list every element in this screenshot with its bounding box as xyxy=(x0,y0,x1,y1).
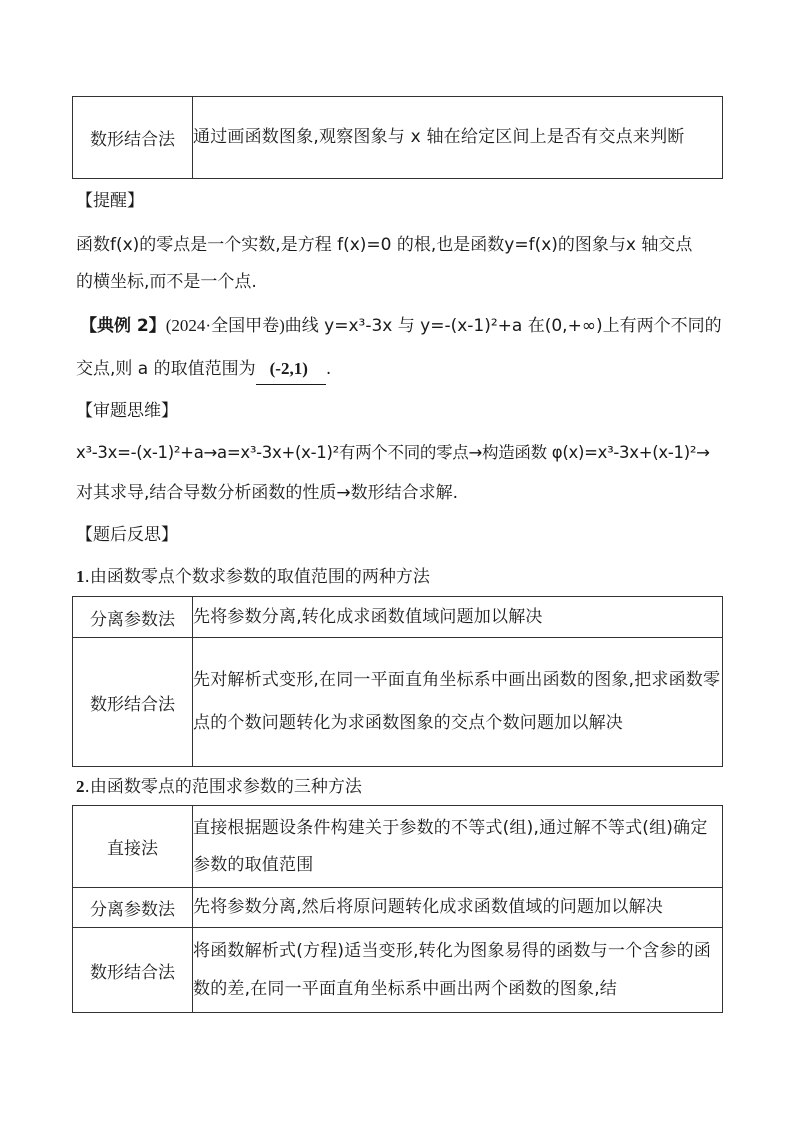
thinking-heading: 【审题思维】 xyxy=(76,401,178,421)
table-row xyxy=(73,597,723,638)
method-description: 直接根据题设条件构建关于参数的不等式(组),通过解不等式(组)确定参数的取值范围 xyxy=(193,806,723,888)
example-question-end: 交点,则 a 的取值范围为 xyxy=(76,359,256,379)
method-name: 分离参数法 xyxy=(73,888,193,928)
example-label: 【典例 2】 xyxy=(80,316,166,336)
example-period: . xyxy=(325,359,332,379)
example-line-2 xyxy=(76,354,726,385)
section-2-title-text: .由函数零点的范围求参数的三种方法 xyxy=(84,777,362,797)
method-name: 分离参数法 xyxy=(73,597,193,638)
section-1-title xyxy=(76,562,430,592)
example-source: (2024·全国甲卷) xyxy=(165,316,285,335)
table-row xyxy=(73,928,723,1013)
method-description: 将函数解析式(方程)适当变形,转化为图象易得的函数与一个含参的函数的差,在同一平面直角坐标系中画出两个函数的图象,结 xyxy=(193,928,723,1013)
example-line-1 xyxy=(80,311,730,341)
method-name: 直接法 xyxy=(73,806,193,888)
reflection-heading: 【题后反思】 xyxy=(76,525,178,545)
method-description: 先将参数分离,然后将原问题转化成求函数值域的问题加以解决 xyxy=(193,888,723,928)
section-1-number: 1 xyxy=(76,567,85,586)
example-answer: (-2,1) xyxy=(256,354,326,385)
method-table-continued xyxy=(72,96,723,179)
method-description: 通过画函数图象,观察图象与 x 轴在给定区间上是否有交点来判断 xyxy=(193,97,723,179)
method-name: 数形结合法 xyxy=(73,97,193,179)
table-row xyxy=(73,806,723,888)
table-row xyxy=(73,888,723,928)
method-name: 数形结合法 xyxy=(73,928,193,1013)
tip-line-2: 的横坐标,而不是一个点. xyxy=(76,272,257,292)
method-name: 数形结合法 xyxy=(73,638,193,767)
table-row xyxy=(73,97,723,179)
method-table-2 xyxy=(72,805,723,1013)
section-2-title xyxy=(76,772,362,802)
thinking-line-1: x³-3x=-(x-1)²+a→a=x³-3x+(x-1)²有两个不同的零点→构造函数 φ(x)=x³-3x+(x-1)²→ xyxy=(76,443,710,462)
table-row xyxy=(73,638,723,767)
method-description: 先对解析式变形,在同一平面直角坐标系中画出函数的图象,把求函数零点的个数问题转化为求函数图象的交点个数问题加以解决 xyxy=(193,638,723,767)
example-question: 曲线 y=x³-3x 与 y=-(x-1)²+a 在(0,+∞)上有两个不同的 xyxy=(284,316,722,336)
section-2-number: 2 xyxy=(76,777,85,796)
section-1-title-text: .由函数零点个数求参数的取值范围的两种方法 xyxy=(84,567,430,587)
tip-heading: 【提醒】 xyxy=(76,191,144,211)
method-description: 先将参数分离,转化成求函数值域问题加以解决 xyxy=(193,597,723,638)
thinking-line-2: 对其求导,结合导数分析函数的性质→数形结合求解. xyxy=(76,483,459,503)
tip-line-1: 函数f(x)的零点是一个实数,是方程 f(x)=0 的根,也是函数y=f(x)的图象与x 轴交点 xyxy=(76,235,693,255)
method-table-1 xyxy=(72,596,723,767)
